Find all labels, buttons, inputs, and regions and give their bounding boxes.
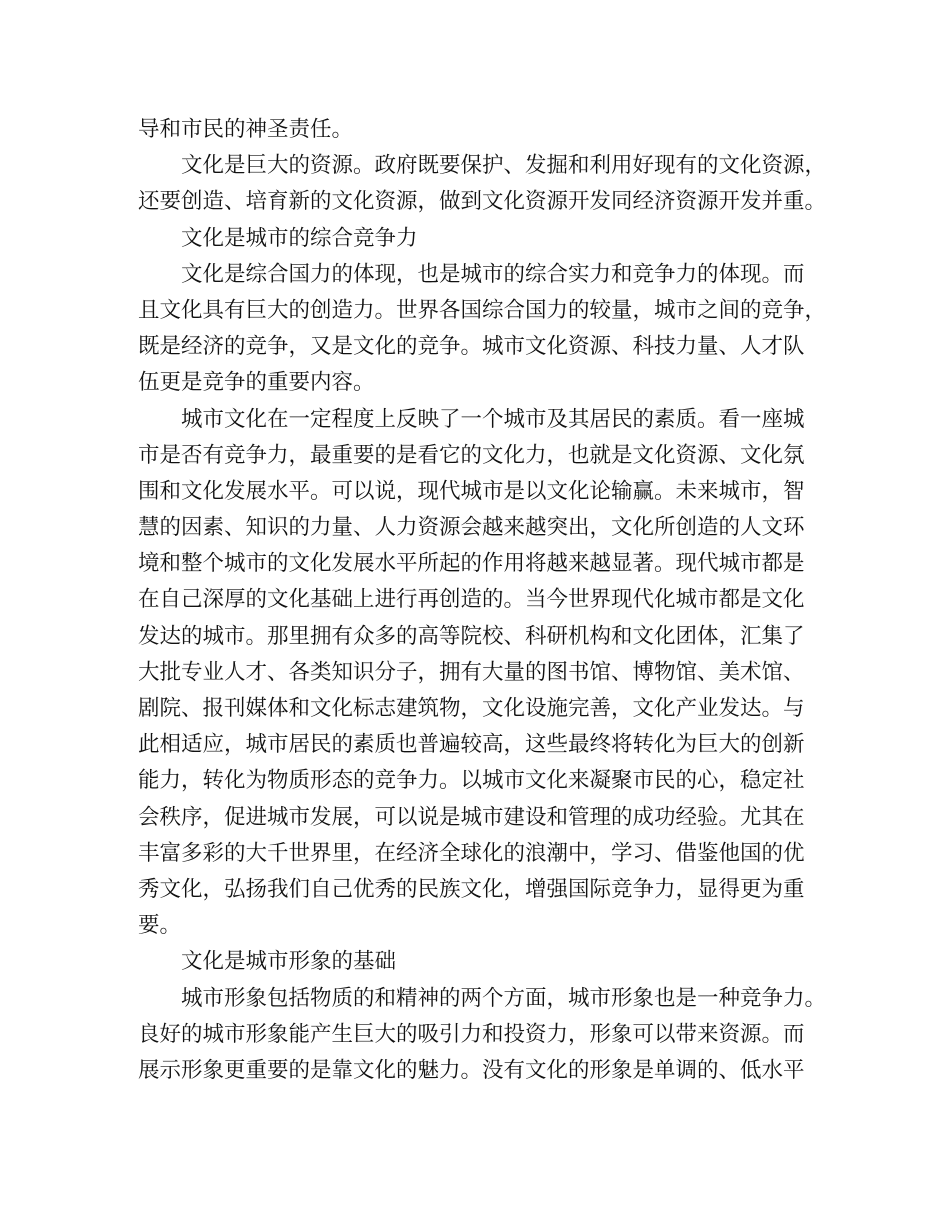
text-line: 丰富多彩的大千世界里，在经济全球化的浪潮中，学习、借鉴他国的优 bbox=[138, 840, 805, 866]
paragraph-start-line: 城市形象包括物质的和精神的两个方面，城市形象也是一种竞争力。 bbox=[181, 985, 827, 1011]
text-line: 发达的城市。那里拥有众多的高等院校、科研机构和文化团体，汇集了 bbox=[138, 623, 805, 649]
text-line: 大批专业人才、各类知识分子，拥有大量的图书馆、博物馆、美术馆、 bbox=[138, 659, 805, 685]
text-line: 既是经济的竞争，又是文化的竞争。城市文化资源、科技力量、人才队 bbox=[138, 334, 805, 360]
text-line: 围和文化发展水平。可以说，现代城市是以文化论输赢。未来城市，智 bbox=[138, 478, 805, 504]
text-line: 伍更是竞争的重要内容。 bbox=[138, 370, 375, 396]
text-line: 在自己深厚的文化基础上进行再创造的。当今世界现代化城市都是文化 bbox=[138, 587, 805, 613]
text-line: 还要创造、培育新的文化资源，做到文化资源开发同经济资源开发并重。 bbox=[138, 189, 827, 215]
text-line: 要。 bbox=[138, 913, 182, 939]
text-line: 良好的城市形象能产生巨大的吸引力和投资力，形象可以带来资源。而 bbox=[138, 1021, 805, 1047]
text-line: 此相适应，城市居民的素质也普遍较高，这些最终将转化为巨大的创新 bbox=[138, 732, 805, 758]
text-line: 慧的因素、知识的力量、人力资源会越来越突出，文化所创造的人文环 bbox=[138, 515, 805, 541]
text-line: 秀文化，弘扬我们自己优秀的民族文化，增强国际竞争力，显得更为重 bbox=[138, 876, 805, 902]
text-line: 剧院、报刊媒体和文化标志建筑物，文化设施完善，文化产业发达。与 bbox=[138, 696, 805, 721]
text-line: 市是否有竞争力，最重要的是看它的文化力，也就是文化资源、文化氛 bbox=[138, 442, 805, 468]
paragraph-start-line: 城市文化在一定程度上反映了一个城市及其居民的素质。看一座城 bbox=[181, 406, 805, 432]
text-line: 且文化具有巨大的创造力。世界各国综合国力的较量，城市之间的竞争， bbox=[138, 297, 827, 323]
text-line: 会秩序，促进城市发展，可以说是城市建设和管理的成功经验。尤其在 bbox=[138, 804, 805, 830]
text-line: 能力，转化为物质形态的竞争力。以城市文化来凝聚市民的心，稳定社 bbox=[138, 768, 805, 794]
paragraph-start-line: 文化是城市形象的基础 bbox=[181, 949, 397, 975]
paragraph-start-line: 文化是城市的综合竞争力 bbox=[181, 225, 418, 251]
text-line: 导和市民的神圣责任。 bbox=[138, 117, 354, 142]
paragraph-start-line: 文化是巨大的资源。政府既要保护、发掘和利用好现有的文化资源， bbox=[181, 153, 827, 179]
document-body bbox=[138, 112, 828, 1089]
paragraph-start-line: 文化是综合国力的体现，也是城市的综合实力和竞争力的体现。而 bbox=[181, 261, 805, 287]
text-line: 境和整个城市的文化发展水平所起的作用将越来越显著。现代城市都是 bbox=[138, 551, 805, 577]
text-line: 展示形象更重要的是靠文化的魅力。没有文化的形象是单调的、低水平 bbox=[138, 1057, 805, 1083]
